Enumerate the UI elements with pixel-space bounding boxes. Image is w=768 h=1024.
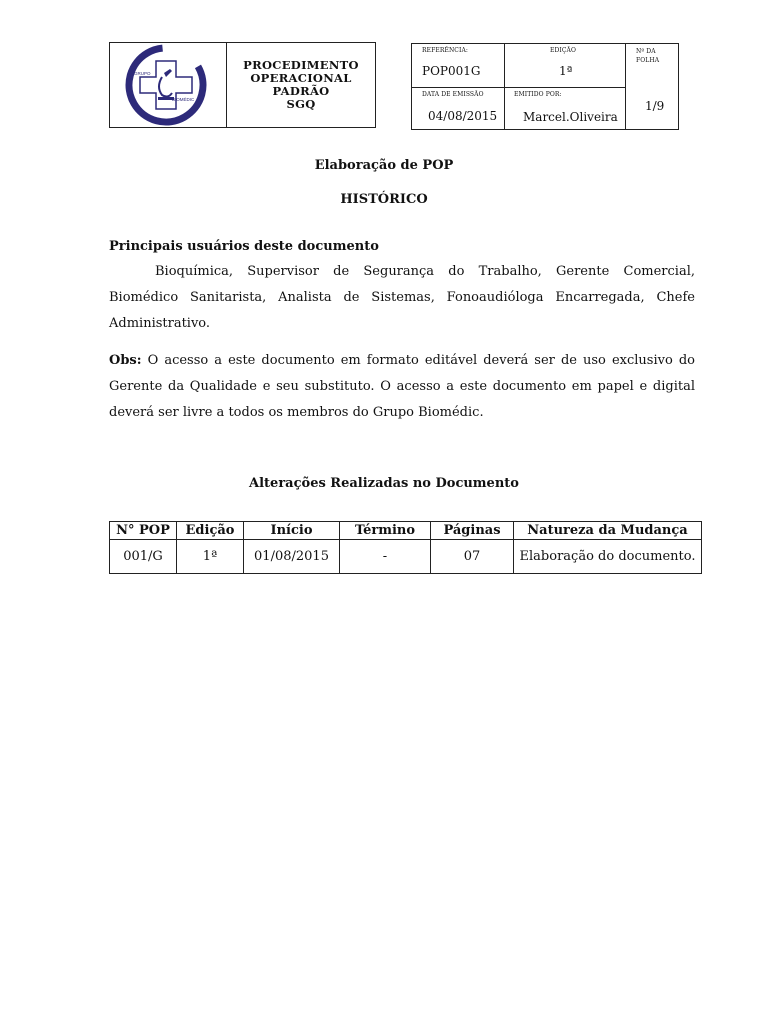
table-cell: 001/G bbox=[110, 540, 177, 574]
header-reference-block bbox=[411, 43, 679, 130]
column-header: Edição bbox=[177, 522, 244, 540]
obs-label: Obs: bbox=[109, 353, 142, 368]
column-header: Início bbox=[244, 522, 340, 540]
table-cell: 1ª bbox=[177, 540, 244, 574]
table-cell: 07 bbox=[431, 540, 514, 574]
biomedic-logo-icon bbox=[110, 43, 224, 127]
title-line-3: PADRÃO bbox=[272, 84, 330, 98]
changes-table bbox=[109, 521, 702, 574]
column-header: Páginas bbox=[431, 522, 514, 540]
svg-text:GRUPO: GRUPO bbox=[134, 71, 151, 76]
column-header: Natureza da Mudança bbox=[514, 522, 702, 540]
company-logo bbox=[110, 43, 227, 127]
issued-by-value: Marcel.Oliveira bbox=[523, 110, 618, 124]
title-line-4: SGQ bbox=[286, 97, 316, 111]
users-paragraph: Bioquímica, Supervisor de Segurança do Trabalho, Gerente Comercial, Biomédico Sanitarista, Analista de Sistemas, Fonoaudióloga Encarregada, Chefe Administrativo. bbox=[109, 264, 695, 331]
users-heading: Principais usuários deste documento bbox=[109, 239, 379, 254]
sheet-number-label: Nº DA FOLHA bbox=[636, 48, 660, 64]
title-line-1: PROCEDIMENTO bbox=[243, 58, 359, 72]
reference-value: POP001G bbox=[422, 64, 481, 78]
table-cell: - bbox=[340, 540, 431, 574]
table-header-row bbox=[110, 522, 702, 540]
issued-by-label: EMITIDO POR: bbox=[514, 91, 562, 98]
changes-heading: Alterações Realizadas no Documento bbox=[249, 476, 519, 491]
obs-paragraph bbox=[109, 348, 695, 426]
procedure-title bbox=[227, 43, 375, 127]
obs-text: O acesso a este documento em formato editável deverá ser de uso exclusivo do Gerente da Qualidade e seu substituto. O acesso a este documento em papel e digital deverá ser livre a todos os membros do Grupo Biomédic. bbox=[109, 353, 695, 420]
sheet-number-value: 1/9 bbox=[645, 99, 665, 113]
document-title: Elaboração de POP bbox=[314, 158, 454, 173]
svg-text:BIOMÉDIC: BIOMÉDIC bbox=[172, 97, 195, 102]
reference-label: REFERÊNCIA: bbox=[422, 47, 469, 54]
header-title-block bbox=[109, 42, 376, 128]
table-cell: Elaboração do documento. bbox=[514, 540, 702, 574]
table-row bbox=[110, 540, 702, 574]
column-header: N° POP bbox=[110, 522, 177, 540]
title-line-2: OPERACIONAL bbox=[250, 71, 352, 85]
column-header: Término bbox=[340, 522, 431, 540]
edition-label: EDIÇÃO bbox=[550, 47, 577, 54]
section-heading: HISTÓRICO bbox=[340, 192, 428, 207]
table-cell: 01/08/2015 bbox=[244, 540, 340, 574]
issue-date-value: 04/08/2015 bbox=[428, 109, 498, 123]
edition-value: 1ª bbox=[559, 64, 573, 78]
issue-date-label: DATA DE EMISSÃO bbox=[422, 91, 484, 98]
